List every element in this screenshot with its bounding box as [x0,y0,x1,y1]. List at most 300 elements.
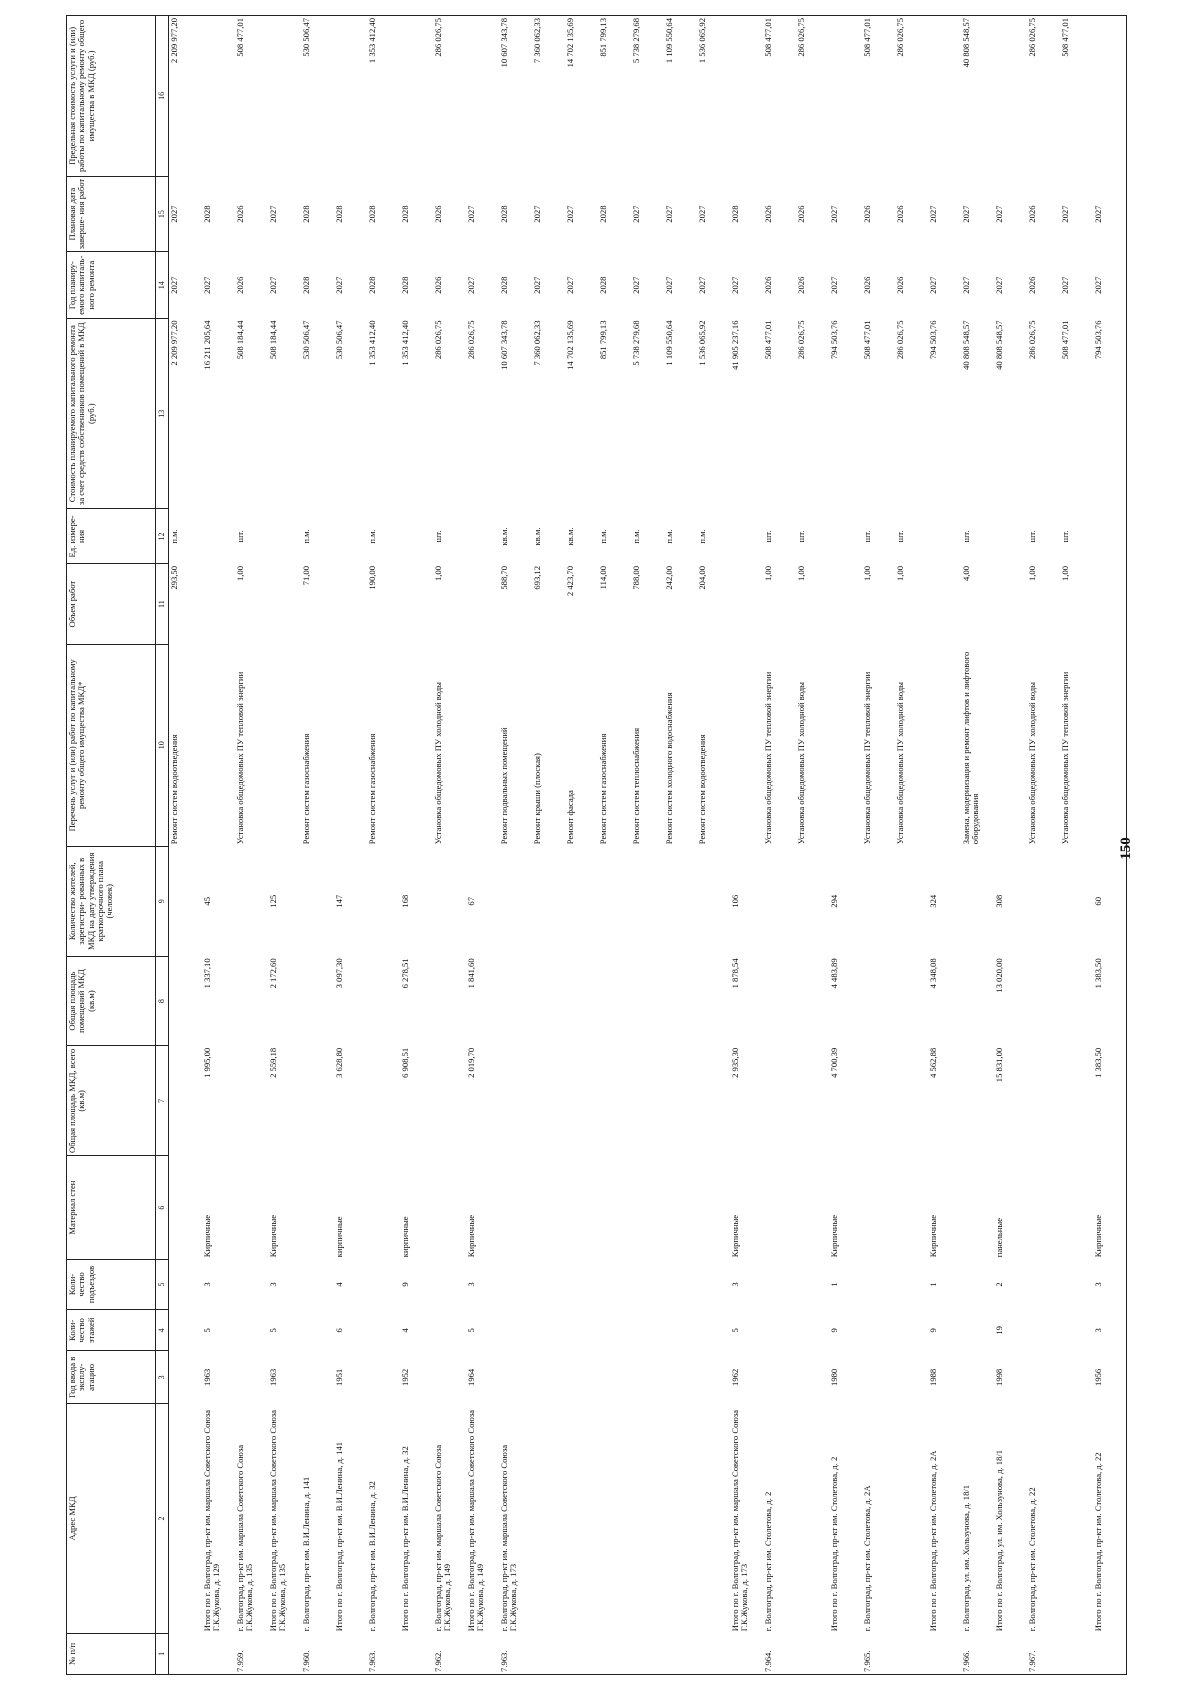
residents-cell [433,846,466,956]
max-cost-cell: 508 477,01 [235,16,268,177]
row-number-cell: 7.960. [301,1633,334,1674]
cost-cell: 530 506,47 [334,320,344,360]
entrances-cell [499,1259,532,1309]
address-cell: г. Волгоград, пр-кт им. Столетова, д. 22 [1027,1487,1037,1632]
wall-material-cell [598,1156,631,1259]
work-type-cell: Ремонт систем водоотведения [697,734,707,845]
premises-area-cell: 13 020,00 [994,958,1004,993]
column-number: 10 [156,644,169,846]
year-built-cell [895,1351,928,1404]
work-type-cell: Ремонт крыши (плоская) [532,753,542,845]
unit-cell: п.м. [169,529,179,544]
row-number-cell [1060,1633,1093,1674]
volume-cell [202,564,235,644]
table-row [466,16,499,1675]
floors-cell: 3 [1093,1310,1127,1351]
floors-cell: 5 [466,1328,476,1333]
address-cell [1060,1404,1093,1633]
cost-cell: 508 477,01 [1060,320,1070,360]
entrances-cell: 3 [730,1282,740,1287]
volume-cell [730,564,763,644]
premises-area-cell [565,956,598,1045]
column-number: 13 [156,318,169,508]
address-cell: г. Волгоград, пр-кт им. маршала Советского Союза Г.К.Жукова, д. 149 [433,1444,453,1632]
address-cell: г. Волгоград, пр-кт им. Столетова, д. 2 [763,1491,773,1632]
address-cell [664,1404,697,1633]
year-built-cell [433,1351,466,1404]
residents-cell [499,846,532,956]
address-cell: Итого по г. Волгоград, пр-кт им. Столетова, д. 2А [928,1450,938,1632]
residents-cell [367,846,400,956]
volume-cell [466,564,499,644]
year-built-cell: 1980 [829,1368,839,1386]
year-built-cell [631,1351,664,1404]
row-number-cell [895,1633,928,1674]
wall-material-cell [433,1156,466,1259]
floors-cell [796,1310,829,1351]
unit-cell: шт. [862,530,872,543]
column-number: 8 [156,956,169,1045]
unit-cell: кв.м. [565,527,575,546]
wall-material-cell [961,1156,994,1259]
total-area-cell [1060,1046,1093,1156]
max-cost-cell: 286 026,75 [796,16,829,177]
completion-date-cell: 2026 [235,205,245,223]
year-built-cell [235,1351,268,1404]
repair-year-cell: 2027 [961,276,971,294]
header-cell: Объем работ [67,564,156,644]
year-built-cell [796,1351,829,1404]
repair-year-cell: 2027 [565,276,575,294]
volume-cell [1093,564,1127,644]
work-type-cell: Установка общедомовых ПУ холодной воды [895,682,905,845]
year-built-cell [565,1351,598,1404]
work-type-cell [400,644,433,846]
volume-cell [334,564,367,644]
cost-cell: 40 808 548,57 [961,320,971,370]
floors-cell [169,1310,203,1351]
cost-cell: 286 026,75 [796,320,806,360]
residents-cell: 294 [829,894,839,908]
wall-material-cell [697,1156,730,1259]
volume-cell: 1,00 [433,565,443,582]
max-cost-cell: 1 353 412,40 [367,16,400,177]
work-type-cell: Установка общедомовых ПУ тепловой энергии [862,671,872,845]
floors-cell [763,1310,796,1351]
completion-date-cell: 2028 [334,205,344,223]
unit-cell [400,509,433,564]
volume-cell: 293,50 [169,565,179,590]
cost-cell: 794 503,76 [928,320,938,360]
table-row [994,16,1027,1675]
max-cost-cell: 508 477,01 [763,16,796,177]
repair-year-cell: 2026 [235,276,245,294]
entrances-cell [235,1259,268,1309]
premises-area-cell [895,956,928,1045]
premises-area-cell [169,956,203,1045]
cost-cell: 794 503,76 [1093,318,1127,508]
volume-cell [829,564,862,644]
total-area-cell: 15 831,00 [994,1047,1004,1083]
work-type-cell: Установка общедомовых ПУ холодной воды [1027,682,1037,845]
premises-area-cell [499,956,532,1045]
work-type-cell [268,644,301,846]
residents-cell: 168 [400,894,410,908]
work-type-cell: Замена, модернизация и ремонт лифтов и лифтового оборудования [961,651,981,845]
row-number-cell [796,1633,829,1674]
floors-cell [631,1310,664,1351]
floors-cell [1027,1310,1060,1351]
table-row [631,16,664,1675]
entrances-cell [664,1259,697,1309]
address-cell [697,1404,730,1633]
floors-cell [598,1310,631,1351]
wall-material-cell [796,1156,829,1259]
total-area-cell [697,1046,730,1156]
floors-cell [532,1310,565,1351]
row-number-cell [565,1633,598,1674]
entrances-cell [796,1259,829,1309]
residents-cell [961,846,994,956]
cost-cell: 5 738 279,68 [631,320,641,366]
unit-cell: шт. [961,530,971,543]
volume-cell: 1,00 [796,565,806,582]
capital-repair-table [66,15,1127,1675]
row-number-cell [202,1633,235,1674]
completion-date-cell: 2028 [202,205,212,223]
address-cell: г. Волгоград, пр-кт им. Столетова, д. 2А [862,1485,872,1632]
entrances-cell: 3 [268,1282,278,1287]
repair-year-cell: 2027 [1060,276,1070,294]
entrances-cell: 2 [994,1282,1004,1287]
unit-cell: кв.м. [499,527,509,546]
residents-cell: 45 [202,896,212,906]
total-area-cell [631,1046,664,1156]
column-number: 11 [156,564,169,644]
entrances-cell [631,1259,664,1309]
max-cost-cell: 5 738 279,68 [631,16,664,177]
header-row [67,16,156,1675]
premises-area-cell [301,956,334,1045]
cost-cell: 508 477,01 [862,320,872,360]
table-row [763,16,796,1675]
residents-cell [664,846,697,956]
row-number-cell [169,1633,203,1674]
premises-area-cell [631,956,664,1045]
max-cost-cell: 851 799,13 [598,16,631,177]
max-cost-cell [730,16,763,177]
total-area-cell [169,1046,203,1156]
work-type-cell: Установка общедомовых ПУ тепловой энергии [1060,671,1070,845]
address-cell: Итого по г. Волгоград, пр-кт им. маршала Советского Союза Г.К.Жукова, д. 173 [730,1410,750,1632]
year-built-cell [1060,1351,1093,1404]
row-number-cell [631,1633,664,1674]
completion-date-cell: 2026 [796,205,806,223]
unit-cell [994,509,1027,564]
cost-cell: 286 026,75 [466,320,476,360]
total-area-cell: 3 628,80 [334,1047,344,1078]
row-number-cell [532,1633,565,1674]
max-cost-cell [202,16,235,177]
volume-cell: 204,00 [697,565,707,590]
year-built-cell: 1962 [730,1368,740,1386]
table-row [169,16,203,1675]
completion-date-cell: 2028 [367,205,377,223]
residents-cell [631,846,664,956]
repair-year-cell: 2027 [466,276,476,294]
total-area-cell: 1 995,00 [202,1047,212,1078]
volume-cell [994,564,1027,644]
header-cell: Коли- чество этажей [67,1310,156,1351]
max-cost-cell: 2 209 977,20 [169,16,203,177]
unit-cell: п.м. [598,529,608,544]
cost-cell: 851 799,13 [598,320,608,360]
table-row [1027,16,1060,1675]
unit-cell: шт. [895,530,905,543]
table-row [235,16,268,1675]
completion-date-cell: 2028 [499,205,509,223]
address-cell [598,1404,631,1633]
work-type-cell: Установка общедомовых ПУ холодной воды [433,682,443,845]
unit-cell: п.м. [301,529,311,544]
column-number: 4 [156,1310,169,1351]
volume-cell: 71,00 [301,565,311,586]
work-type-cell: Ремонт систем газоснабжения [367,733,377,845]
max-cost-cell [1093,16,1127,177]
year-built-cell [961,1351,994,1404]
max-cost-cell: 286 026,75 [895,16,928,177]
work-type-cell: Установка общедомовых ПУ холодной воды [796,682,806,845]
premises-area-cell [862,956,895,1045]
cost-cell: 508 184,44 [235,320,245,360]
unit-cell: шт. [1060,530,1070,543]
max-cost-cell: 40 808 548,57 [961,16,994,177]
work-type-cell [1093,644,1127,846]
table-row [928,16,961,1675]
address-cell [895,1404,928,1633]
row-number-cell [466,1633,499,1674]
row-number-cell: 7.959. [235,1633,268,1674]
wall-material-cell [631,1156,664,1259]
repair-year-cell: 2027 [928,276,938,294]
column-number: 9 [156,846,169,956]
total-area-cell [961,1046,994,1156]
year-built-cell [598,1351,631,1404]
unit-cell [268,509,301,564]
table-row [1093,16,1127,1675]
header-cell: Материал стен [67,1156,156,1259]
table-row [367,16,400,1675]
year-built-cell [664,1351,697,1404]
total-area-cell [664,1046,697,1156]
premises-area-cell: 6 278,51 [400,958,410,989]
work-type-cell: Ремонт систем водоотведения [169,734,179,845]
work-type-cell: Ремонт фасада [565,790,575,845]
wall-material-cell [565,1156,598,1259]
unit-cell: шт. [763,530,773,543]
completion-date-cell: 2027 [961,205,971,223]
repair-year-cell: 2027 [631,276,641,294]
wall-material-cell [301,1156,334,1259]
floors-cell: 9 [928,1328,938,1333]
repair-year-cell: 2026 [433,276,443,294]
completion-date-cell: 2027 [829,205,839,223]
unit-cell: шт. [796,530,806,543]
volume-cell: 1,00 [862,565,872,582]
completion-date-cell: 2027 [928,205,938,223]
year-built-cell: 1963 [268,1368,278,1386]
cost-cell: 286 026,75 [895,320,905,360]
row-number-cell [829,1633,862,1674]
address-cell: Итого по г. Волгоград, пр-кт им. маршала Советского Союза Г.К.Жукова, д. 149 [466,1410,486,1632]
year-built-cell [532,1351,565,1404]
repair-year-cell: 2027 [994,276,1004,294]
residents-cell [532,846,565,956]
wall-material-cell [763,1156,796,1259]
year-built-cell [697,1351,730,1404]
volume-cell: 190,00 [367,565,377,590]
entrances-cell [565,1259,598,1309]
wall-material-cell [664,1156,697,1259]
floors-cell: 9 [829,1328,839,1333]
work-type-cell: Установка общедомовых ПУ тепловой энергии [235,671,245,845]
repair-year-cell: 2027 [1093,252,1127,319]
premises-area-cell: 3 097,30 [334,958,344,989]
total-area-cell [1027,1046,1060,1156]
residents-cell [895,846,928,956]
cost-cell: 508 184,44 [268,320,278,360]
entrances-cell: 9 [400,1282,410,1287]
unit-cell: п.м. [697,529,707,544]
work-type-cell [202,644,235,846]
wall-material-cell: кирпичные [334,1216,344,1258]
premises-area-cell: 1 841,60 [466,958,476,989]
wall-material-cell: кирпичные [400,1216,410,1258]
row-number-cell: 7.966. [961,1633,994,1674]
completion-date-cell: 2027 [466,205,476,223]
unit-cell: шт. [235,530,245,543]
completion-date-cell: 2027 [994,205,1004,223]
total-area-cell: 2 559,18 [268,1047,278,1078]
year-built-cell: 1988 [928,1368,938,1386]
unit-cell: кв.м. [532,527,542,546]
table-row [499,16,532,1675]
year-built-cell [499,1351,532,1404]
max-cost-cell [400,16,433,177]
total-area-cell [763,1046,796,1156]
repair-year-cell: 2026 [1027,276,1037,294]
year-built-cell: 1998 [994,1368,1004,1386]
entrances-cell [1060,1259,1093,1309]
completion-date-cell: 2028 [301,205,311,223]
total-area-cell: 6 908,51 [400,1047,410,1078]
premises-area-cell [532,956,565,1045]
repair-year-cell: 2027 [334,276,344,294]
column-number: 3 [156,1351,169,1404]
premises-area-cell [763,956,796,1045]
wall-material-cell [1027,1156,1060,1259]
repair-year-cell: 2028 [598,276,608,294]
floors-cell [235,1310,268,1351]
cost-cell: 530 506,47 [301,320,311,360]
unit-cell [730,509,763,564]
table-row [301,16,334,1675]
completion-date-cell: 2026 [862,205,872,223]
floors-cell: 5 [268,1328,278,1333]
table-row [664,16,697,1675]
unit-cell: шт. [1027,530,1037,543]
cost-cell: 7 360 062,33 [532,320,542,366]
year-built-cell [1027,1351,1060,1404]
year-built-cell: 1963 [202,1368,212,1386]
table-row [697,16,730,1675]
row-number-cell [400,1633,433,1674]
residents-cell [1060,846,1093,956]
row-number-cell: 7.967. [1027,1633,1060,1674]
entrances-cell [367,1259,400,1309]
total-area-cell [862,1046,895,1156]
table-row [862,16,895,1675]
floors-cell [862,1310,895,1351]
floors-cell [895,1310,928,1351]
repair-year-cell: 2027 [169,276,179,294]
completion-date-cell: 2027 [1060,205,1070,223]
address-cell: Итого по г. Волгоград, пр-кт им. В.И.Ленина, д. 141 [334,1441,344,1632]
floors-cell [367,1310,400,1351]
volume-cell [400,564,433,644]
wall-material-cell [499,1156,532,1259]
residents-cell: 147 [334,894,344,908]
residents-cell [862,846,895,956]
entrances-cell [169,1259,203,1309]
column-number: 6 [156,1156,169,1259]
column-number: 2 [156,1404,169,1633]
entrances-cell [301,1259,334,1309]
max-cost-cell [994,16,1027,177]
floors-cell [664,1310,697,1351]
address-cell [169,1404,203,1633]
total-area-cell [796,1046,829,1156]
year-built-cell [301,1351,334,1404]
repair-year-cell: 2027 [730,276,740,294]
wall-material-cell: панельные [994,1217,1004,1258]
year-built-cell [763,1351,796,1404]
work-type-cell: Ремонт систем теплоснабжения [631,727,641,845]
volume-cell: 693,12 [532,565,542,590]
wall-material-cell [895,1156,928,1259]
residents-cell [235,846,268,956]
table-row [433,16,466,1675]
repair-year-cell: 2027 [532,276,542,294]
address-cell: г. Волгоград, пр-кт им. маршала Советского Союза Г.К.Жукова, д. 173 [499,1444,519,1632]
column-number: 7 [156,1046,169,1156]
residents-cell: 125 [268,894,278,908]
header-cell: Год планиру- емого капиталь- ного ремонта [67,252,156,319]
repair-year-cell: 2028 [499,276,509,294]
floors-cell: 5 [730,1328,740,1333]
completion-date-cell: 2026 [895,205,905,223]
volume-cell: 1,00 [895,565,905,582]
total-area-cell: 4 562,88 [928,1047,938,1078]
unit-cell: п.м. [664,529,674,544]
header-cell: Общая площадь помещений МКД (кв.м) [67,956,156,1045]
year-built-cell: 1964 [466,1368,476,1386]
wall-material-cell: Кирпичные [829,1214,839,1258]
premises-area-cell: 1 383,50 [1093,956,1127,1045]
repair-year-cell: 2026 [763,276,773,294]
floors-cell [499,1310,532,1351]
row-number-cell [994,1633,1027,1674]
